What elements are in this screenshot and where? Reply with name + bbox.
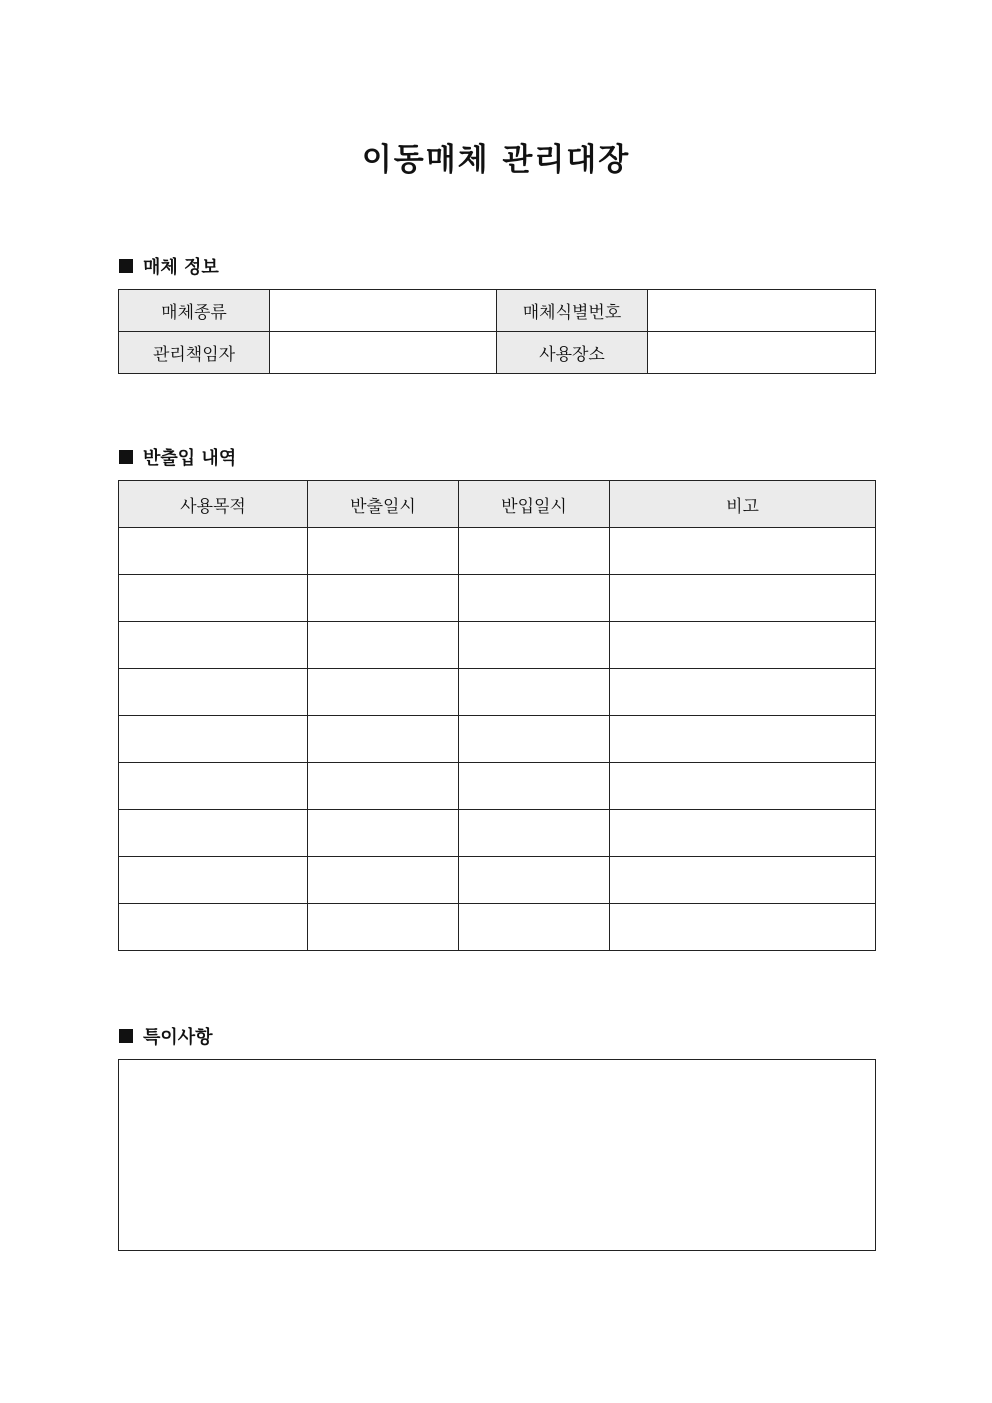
column-header-remarks: 비고 xyxy=(610,481,876,528)
purpose-cell[interactable] xyxy=(119,669,308,716)
table-row xyxy=(119,857,876,904)
purpose-cell[interactable] xyxy=(119,622,308,669)
checkout-time-cell[interactable] xyxy=(308,810,459,857)
column-header-checkout-time: 반출일시 xyxy=(308,481,459,528)
media-info-heading-label: 매체 정보 xyxy=(143,257,219,278)
checkin-time-cell[interactable] xyxy=(459,669,610,716)
remarks-cell[interactable] xyxy=(610,716,876,763)
remarks-cell[interactable] xyxy=(610,904,876,951)
transfer-log-heading xyxy=(119,444,236,470)
square-bullet-icon xyxy=(119,1029,133,1043)
checkin-time-cell[interactable] xyxy=(459,810,610,857)
media-id-field[interactable] xyxy=(648,290,876,332)
checkin-time-cell[interactable] xyxy=(459,716,610,763)
remarks-cell[interactable] xyxy=(610,669,876,716)
table-row xyxy=(119,716,876,763)
document-title: 이동매체 관리대장 xyxy=(361,142,631,178)
transfer-log-heading-label: 반출입 내역 xyxy=(143,448,237,469)
media-info-row xyxy=(119,290,876,332)
checkin-time-cell[interactable] xyxy=(459,857,610,904)
checkin-time-cell[interactable] xyxy=(459,528,610,575)
checkout-time-cell[interactable] xyxy=(308,904,459,951)
table-row xyxy=(119,669,876,716)
checkout-time-cell[interactable] xyxy=(308,763,459,810)
transfer-log-table xyxy=(118,480,876,951)
table-row xyxy=(119,575,876,622)
remarks-cell[interactable] xyxy=(610,810,876,857)
checkin-time-cell[interactable] xyxy=(459,622,610,669)
notes-field[interactable] xyxy=(118,1059,876,1251)
location-label: 사용장소 xyxy=(497,332,648,374)
checkin-time-cell[interactable] xyxy=(459,575,610,622)
purpose-cell[interactable] xyxy=(119,857,308,904)
notes-heading-label: 특이사항 xyxy=(143,1027,213,1048)
table-header-row xyxy=(119,481,876,528)
notes-heading xyxy=(119,1023,213,1049)
checkout-time-cell[interactable] xyxy=(308,575,459,622)
remarks-cell[interactable] xyxy=(610,528,876,575)
checkout-time-cell[interactable] xyxy=(308,669,459,716)
square-bullet-icon xyxy=(119,450,133,464)
table-row xyxy=(119,763,876,810)
table-row xyxy=(119,904,876,951)
table-row xyxy=(119,528,876,575)
checkout-time-cell[interactable] xyxy=(308,528,459,575)
purpose-cell[interactable] xyxy=(119,528,308,575)
column-header-purpose: 사용목적 xyxy=(119,481,308,528)
manager-field[interactable] xyxy=(270,332,497,374)
media-info-heading xyxy=(119,253,219,279)
remarks-cell[interactable] xyxy=(610,763,876,810)
media-info-row xyxy=(119,332,876,374)
column-header-checkin-time: 반입일시 xyxy=(459,481,610,528)
remarks-cell[interactable] xyxy=(610,857,876,904)
purpose-cell[interactable] xyxy=(119,763,308,810)
media-info-table xyxy=(118,289,876,374)
remarks-cell[interactable] xyxy=(610,622,876,669)
media-type-label: 매체종류 xyxy=(119,290,270,332)
checkout-time-cell[interactable] xyxy=(308,716,459,763)
purpose-cell[interactable] xyxy=(119,575,308,622)
manager-label: 관리책임자 xyxy=(119,332,270,374)
square-bullet-icon xyxy=(119,259,133,273)
purpose-cell[interactable] xyxy=(119,810,308,857)
table-row xyxy=(119,810,876,857)
checkin-time-cell[interactable] xyxy=(459,763,610,810)
checkout-time-cell[interactable] xyxy=(308,857,459,904)
location-field[interactable] xyxy=(648,332,876,374)
purpose-cell[interactable] xyxy=(119,716,308,763)
media-type-field[interactable] xyxy=(270,290,497,332)
checkout-time-cell[interactable] xyxy=(308,622,459,669)
table-row xyxy=(119,622,876,669)
remarks-cell[interactable] xyxy=(610,575,876,622)
purpose-cell[interactable] xyxy=(119,904,308,951)
checkin-time-cell[interactable] xyxy=(459,904,610,951)
media-id-label: 매체식별번호 xyxy=(497,290,648,332)
